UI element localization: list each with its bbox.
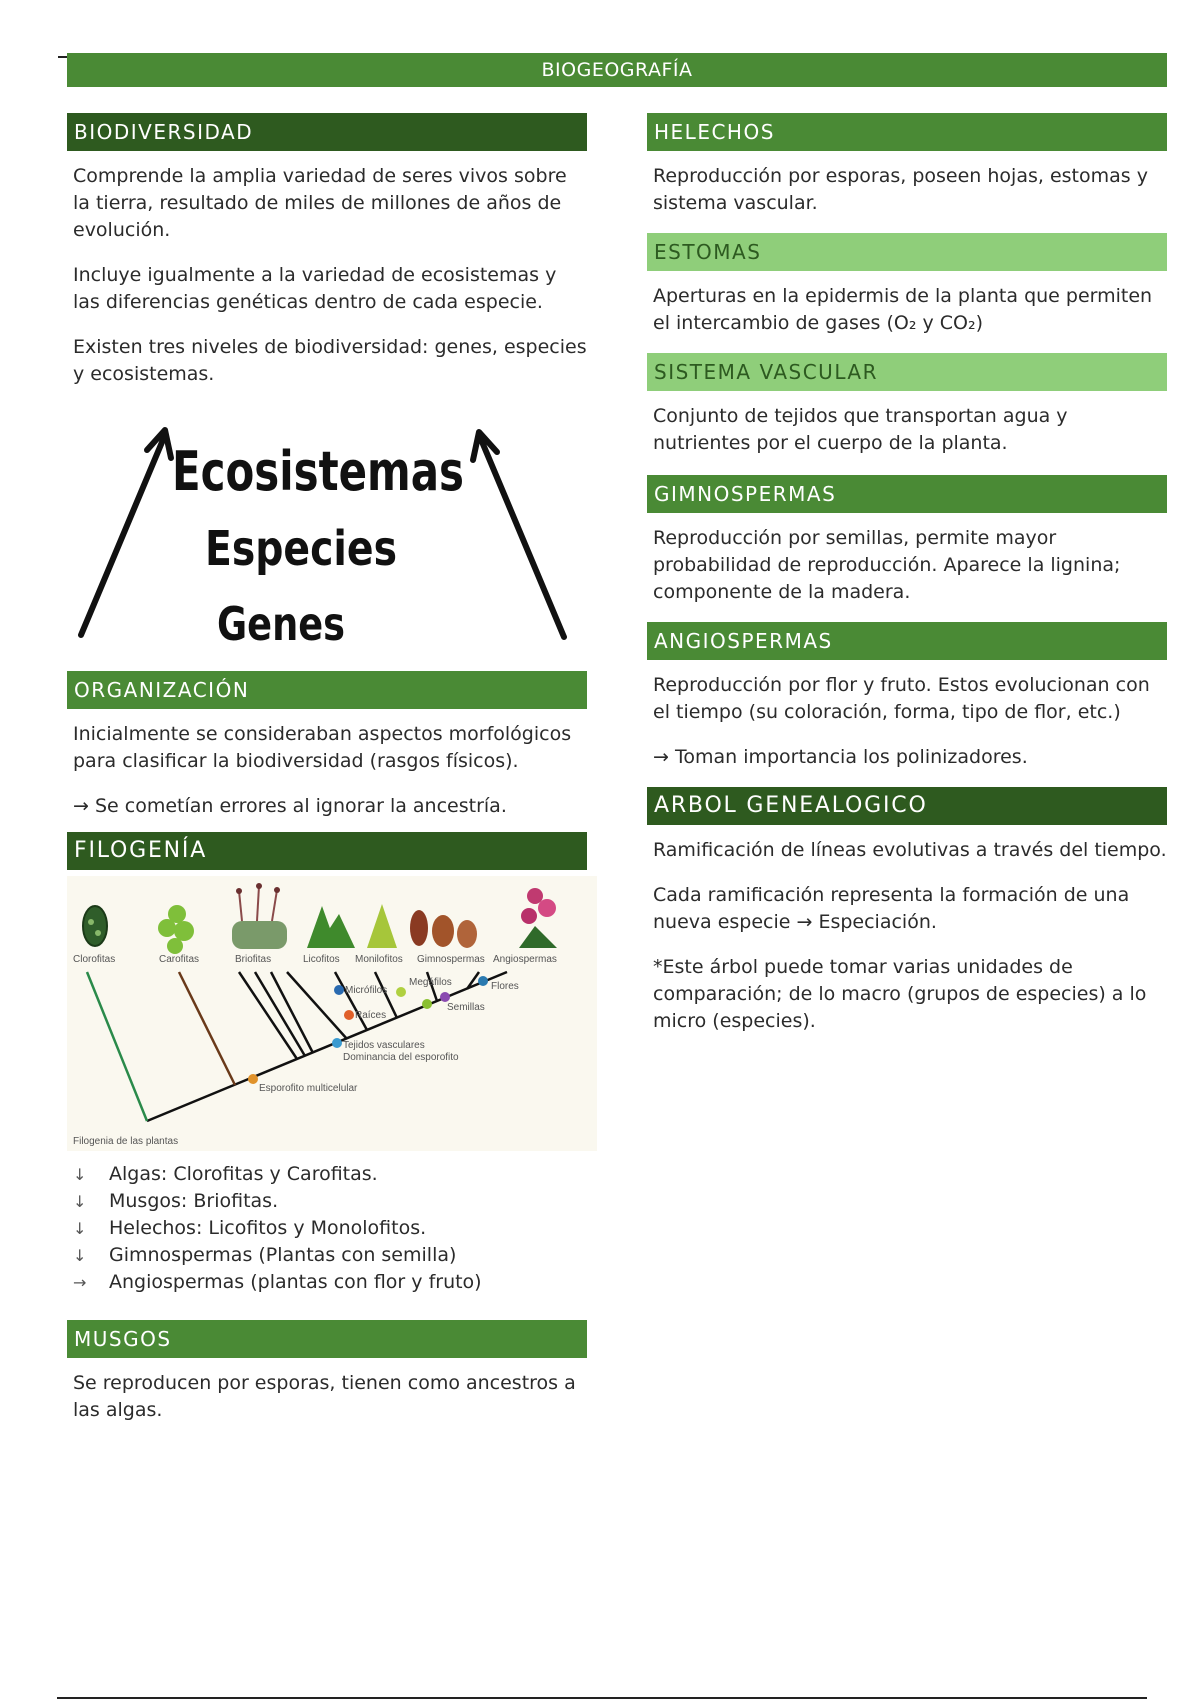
section-header-musgos: MUSGOS [67, 1320, 587, 1358]
section-header-organizacion: ORGANIZACIÓN [67, 671, 587, 709]
trait-microfilos: Micrófilos [345, 985, 388, 996]
trait-esporofito-multicelular: Esporofito multicelular [259, 1083, 358, 1094]
phylogeny-caption: Filogenia de las plantas [73, 1136, 179, 1147]
level-ecosistemas: Ecosistemas [172, 440, 464, 503]
group-label-angiospermas: Angiospermas [493, 954, 557, 965]
left-column [67, 113, 587, 1424]
monilofito-illustration [367, 904, 397, 948]
list-item: ↓ Algas: Clorofitas y Carofitas. [73, 1163, 378, 1185]
briofita-illustration [232, 883, 287, 949]
level-genes: Genes [217, 597, 345, 651]
right-arrow-shaft [480, 437, 564, 637]
plant-phylogeny-figure [67, 876, 597, 1151]
trait-raices: Raíces [355, 1010, 387, 1021]
plant-illustrations [83, 883, 557, 954]
footer-rule [57, 1697, 1147, 1699]
arbol-paragraph-1: Ramificación de líneas evolutivas a través del tiempo. [653, 839, 1167, 861]
biodiversidad-paragraph-1: Comprende la amplia variedad de seres vivos sobre la tierra, resultado de miles de millones de años de evolución. [73, 165, 567, 241]
trait-flores: Flores [491, 981, 519, 992]
section-header-helechos: HELECHOS [647, 113, 1167, 151]
list-item: ↓ Gimnospermas (Plantas con semilla) [73, 1244, 457, 1266]
section-header-angiospermas: ANGIOSPERMAS [647, 622, 1167, 660]
sistema-vascular-paragraph-1: Conjunto de tejidos que transportan agua y nutrientes por el cuerpo de la planta. [653, 405, 1068, 454]
group-label-briofitas: Briofitas [235, 954, 272, 965]
right-column [647, 113, 1167, 1035]
section-header-estomas: ESTOMAS [647, 233, 1167, 271]
group-label-clorofitas: Clorofitas [73, 954, 116, 965]
arbol-paragraph-2: Cada ramificación representa la formación de una nueva especie → Especiación. [653, 884, 1130, 933]
filogenia-bullet-list [67, 1161, 587, 1296]
estomas-paragraph-1: Aperturas en la epidermis de la planta que permiten el intercambio de gases (O₂ y CO₂) [653, 285, 1153, 334]
section-header-filogenia: FILOGENÍA [67, 832, 587, 870]
carofita-illustration [158, 905, 194, 954]
section-header-sistema-vascular: SISTEMA VASCULAR [647, 353, 1167, 391]
group-label-carofitas: Carofitas [159, 954, 200, 965]
organizacion-paragraph-1: Inicialmente se consideraban aspectos morfológicos para clasificar la biodiversidad (rasgos físicos). [73, 723, 572, 772]
phylogeny-trait-labels [259, 977, 519, 1094]
biodiversity-levels-diagram [67, 400, 587, 655]
helechos-paragraph-1: Reproducción por esporas, poseen hojas, estomas y sistema vascular. [653, 165, 1148, 214]
trait-dominancia-esporofito: Dominancia del esporofito [343, 1052, 459, 1063]
list-item: ↓ Helechos: Licofitos y Monolofitos. [73, 1217, 427, 1239]
section-header-gimnospermas: GIMNOSPERMAS [647, 475, 1167, 513]
biodiversidad-paragraph-2: Incluye igualmente a la variedad de ecosistemas y las diferencias genéticas dentro de cada especie. [73, 264, 557, 313]
gimnosperma-illustration [410, 910, 477, 948]
musgos-paragraph-1: Se reproducen por esporas, tienen como ancestros a las algas. [73, 1372, 576, 1421]
level-especies: Especies [205, 521, 397, 577]
list-item: → Angiospermas (plantas con flor y fruto) [73, 1271, 482, 1293]
trait-tejidos-vasculares: Tejidos vasculares [343, 1040, 425, 1051]
section-header-biodiversidad: BIODIVERSIDAD [67, 113, 587, 151]
arbol-paragraph-3: *Este árbol puede tomar varias unidades de comparación; de lo macro (grupos de especies) a lo micro (especies). [653, 956, 1147, 1032]
angiospermas-paragraph-1: Reproducción por flor y fruto. Estos evolucionan con el tiempo (su coloración, forma, tipo de flor, etc.) [653, 674, 1150, 723]
organizacion-paragraph-2: → Se cometían errores al ignorar la ancestría. [73, 795, 507, 817]
page-title: BIOGEOGRAFÍA [67, 53, 1167, 87]
biodiversidad-paragraph-3: Existen tres niveles de biodiversidad: genes, especies y ecosistemas. [73, 336, 587, 385]
angiosperma-illustration [519, 888, 557, 948]
phylogeny-group-labels [73, 954, 557, 965]
group-label-gimnospermas: Gimnospermas [417, 954, 485, 965]
gimnospermas-paragraph-1: Reproducción por semillas, permite mayor probabilidad de reproducción. Aparece la lignina; componente de la madera. [653, 527, 1121, 603]
section-header-arbol-genealogico: ARBOL GENEALOGICO [647, 787, 1167, 825]
clorofita-illustration [83, 906, 107, 946]
list-item: ↓ Musgos: Briofitas. [73, 1190, 279, 1212]
trait-semillas: Semillas [447, 1002, 485, 1013]
left-arrow-shaft [81, 435, 165, 635]
licofito-illustration [307, 906, 355, 948]
angiospermas-paragraph-2: → Toman importancia los polinizadores. [653, 746, 1028, 768]
trait-megafilos: Megáfilos [409, 977, 452, 988]
group-label-monilofitos: Monilofitos [355, 954, 403, 965]
group-label-licofitos: Licofitos [303, 954, 340, 965]
